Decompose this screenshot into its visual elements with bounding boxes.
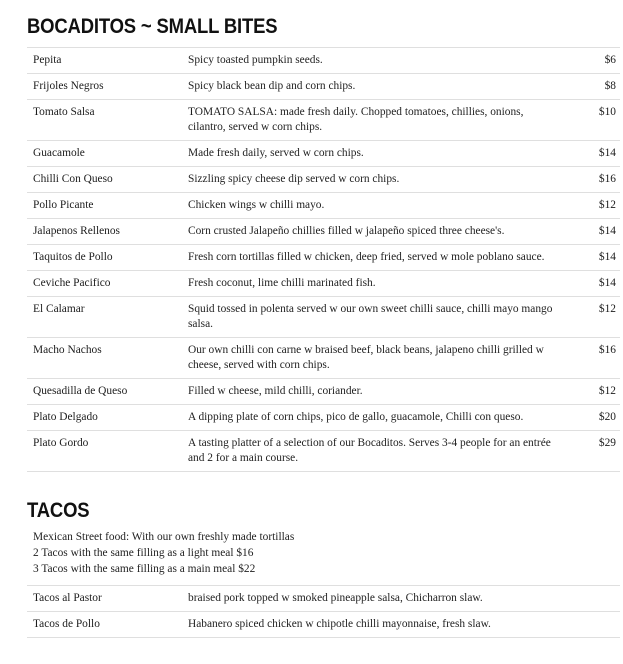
item-description: Fresh coconut, lime chilli marinated fish.: [188, 277, 376, 290]
item-price: $12: [598, 385, 616, 398]
table-row: [27, 74, 620, 100]
item-price: $14: [598, 277, 616, 290]
table-row: [27, 612, 620, 638]
item-description: A dipping plate of corn chips, pico de gallo, guacamole, Chilli con queso.: [188, 411, 524, 424]
item-description: Corn crusted Jalapeño chillies filled w jalapeño spiced three cheese's.: [188, 225, 505, 238]
section-heading-tacos: TACOS: [27, 499, 90, 523]
item-description: Spicy black bean dip and corn chips.: [188, 80, 356, 93]
item-name: Plato Gordo: [33, 437, 89, 450]
table-row: [27, 297, 620, 338]
menu-page: [0, 14, 623, 664]
table-row: [27, 271, 620, 297]
table-row: [27, 338, 620, 379]
menu-table-tacos: [27, 585, 620, 638]
item-description: Habanero spiced chicken w chipotle chilli mayonnaise, fresh slaw.: [188, 618, 491, 631]
tacos-intro-line-1: Mexican Street food: With our own freshly made tortillas: [33, 531, 295, 544]
item-price: $12: [598, 199, 616, 212]
item-name: Guacamole: [33, 147, 85, 160]
item-name: Tacos al Pastor: [33, 592, 102, 605]
item-description: Fresh corn tortillas filled w chicken, deep fried, served w mole poblano sauce.: [188, 251, 545, 264]
menu-table-body-bocaditos: [27, 48, 620, 472]
item-name: Pepita: [33, 54, 62, 67]
table-row: [27, 100, 620, 141]
table-row: [27, 167, 620, 193]
item-description: Spicy toasted pumpkin seeds.: [188, 54, 323, 67]
table-row: [27, 431, 620, 472]
table-row: [27, 193, 620, 219]
item-name: Macho Nachos: [33, 344, 102, 357]
tacos-intro-block: [27, 529, 596, 577]
item-description: Squid tossed in polenta served w our own sweet chilli sauce, chilli mayo mango salsa.: [188, 303, 553, 331]
item-price: $6: [604, 54, 616, 67]
table-row: [27, 48, 620, 74]
item-description: braised pork topped w smoked pineapple salsa, Chicharron slaw.: [188, 592, 483, 605]
item-price: $12: [598, 303, 616, 316]
item-price: $20: [598, 411, 616, 424]
item-name: Chilli Con Queso: [33, 173, 113, 186]
menu-table-bocaditos: [27, 47, 620, 472]
item-description: TOMATO SALSA: made fresh daily. Chopped tomatoes, chillies, onions, cilantro, served w corn chips.: [188, 106, 524, 134]
section-spacer: [27, 472, 596, 486]
tacos-intro-line-2: 2 Tacos with the same filling as a light meal $16: [33, 547, 254, 560]
item-price: $14: [598, 147, 616, 160]
table-row: [27, 586, 620, 612]
item-description: Our own chilli con carne w braised beef, black beans, jalapeno chilli grilled w cheese, served with corn chips.: [188, 344, 544, 372]
tacos-intro-line-3: 3 Tacos with the same filling as a main meal $22: [33, 563, 256, 576]
item-price: $29: [598, 437, 616, 450]
item-name: Plato Delgado: [33, 411, 98, 424]
item-name: Taquitos de Pollo: [33, 251, 113, 264]
table-row: [27, 245, 620, 271]
item-name: Frijoles Negros: [33, 80, 104, 93]
item-description: Chicken wings w chilli mayo.: [188, 199, 325, 212]
item-price: $10: [598, 106, 616, 119]
menu-table-body-tacos: [27, 586, 620, 638]
item-name: Ceviche Pacifico: [33, 277, 111, 290]
item-price: [564, 586, 620, 612]
table-row: [27, 141, 620, 167]
item-description: Made fresh daily, served w corn chips.: [188, 147, 364, 160]
item-name: Pollo Picante: [33, 199, 94, 212]
item-description: A tasting platter of a selection of our Bocaditos. Serves 3-4 people for an entrée and 2 for a main course.: [188, 437, 551, 465]
item-name: Quesadilla de Queso: [33, 385, 128, 398]
table-row: [27, 405, 620, 431]
item-name: El Calamar: [33, 303, 85, 316]
item-name: Tacos de Pollo: [33, 618, 100, 631]
item-price: $16: [598, 344, 616, 357]
item-price: $16: [598, 173, 616, 186]
table-row: [27, 379, 620, 405]
item-price: $8: [604, 80, 616, 93]
item-price: [564, 612, 620, 638]
item-name: Tomato Salsa: [33, 106, 95, 119]
item-description: Filled w cheese, mild chilli, coriander.: [188, 385, 363, 398]
item-name: Jalapenos Rellenos: [33, 225, 120, 238]
item-price: $14: [598, 251, 616, 264]
table-row: [27, 219, 620, 245]
item-price: $14: [598, 225, 616, 238]
section-heading-bocaditos: BOCADITOS ~ SMALL BITES: [27, 15, 278, 39]
item-description: Sizzling spicy cheese dip served w corn chips.: [188, 173, 400, 186]
